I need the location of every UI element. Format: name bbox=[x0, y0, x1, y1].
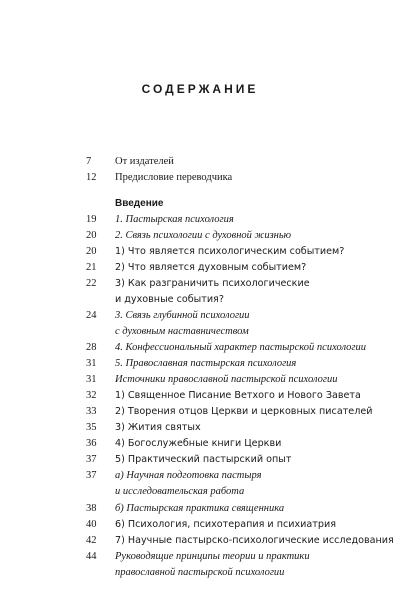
toc-entry-continuation bbox=[0, 566, 400, 582]
toc-entry-continuation bbox=[0, 293, 400, 309]
toc-entry-title: 1. Пастырская психология bbox=[115, 214, 234, 225]
toc-page-number: 36 bbox=[86, 438, 97, 449]
toc-entry-title: От издателей bbox=[115, 156, 174, 167]
toc-entry-title-cont: с духовным наставничеством bbox=[115, 326, 249, 337]
toc-entry-title: 2) Творения отцов Церкви и церковных писателей bbox=[115, 406, 373, 417]
toc-page-number: 7 bbox=[86, 156, 92, 167]
toc-entry-title: Предисловие переводчика bbox=[115, 172, 233, 183]
toc-page-number: 37 bbox=[86, 470, 97, 481]
toc-page-number: 20 bbox=[86, 230, 97, 241]
toc-page-number: 21 bbox=[86, 262, 97, 273]
toc-entry bbox=[0, 213, 400, 229]
toc-entry bbox=[0, 453, 400, 469]
toc-page-number: 31 bbox=[86, 358, 97, 369]
toc-entry-title: 1) Священное Писание Ветхого и Нового Завета bbox=[115, 390, 361, 401]
toc-entry bbox=[0, 171, 400, 187]
toc-entry-title: 2) Что является духовным событием? bbox=[115, 262, 307, 273]
toc-page-number: 12 bbox=[86, 172, 97, 183]
toc-entry-title-cont: и духовные события? bbox=[115, 294, 224, 305]
toc-entry bbox=[0, 518, 400, 534]
toc-entry-title-cont: православной пастырской психологии bbox=[115, 567, 285, 578]
toc-page-number: 44 bbox=[86, 551, 97, 562]
toc-entry bbox=[0, 229, 400, 245]
toc-page-number: 42 bbox=[86, 535, 97, 546]
toc-page-number: 22 bbox=[86, 278, 97, 289]
toc-entry-title: 6) Психология, психотерапия и психиатрия bbox=[115, 519, 336, 530]
toc-entry-title: 3) Жития святых bbox=[115, 422, 201, 433]
toc-page-number: 37 bbox=[86, 454, 97, 465]
toc-page-number: 33 bbox=[86, 406, 97, 417]
toc-entry bbox=[0, 309, 400, 325]
toc-entry-title: 3. Связь глубинной психологии bbox=[115, 310, 250, 321]
toc-entry bbox=[0, 502, 400, 518]
toc-page-number: 19 bbox=[86, 214, 97, 225]
toc-page-number: 28 bbox=[86, 342, 97, 353]
toc-entry bbox=[0, 341, 400, 357]
toc-entry bbox=[0, 534, 400, 550]
toc-entry-title: 5. Православная пастырская психология bbox=[115, 358, 297, 369]
toc-entry-continuation bbox=[0, 325, 400, 341]
toc-entry-title: 2. Связь психологии с духовной жизнью bbox=[115, 230, 292, 241]
toc-page-number: 24 bbox=[86, 310, 97, 321]
toc-page-number: 31 bbox=[86, 374, 97, 385]
toc-page-number: 35 bbox=[86, 422, 97, 433]
toc-entry bbox=[0, 277, 400, 293]
toc-section-heading bbox=[0, 197, 400, 213]
toc-entry-title: 4. Конфессиональный характер пастырской психологии bbox=[115, 342, 367, 353]
toc-entry bbox=[0, 405, 400, 421]
toc-entry-title-cont: и исследовательская работа bbox=[115, 486, 245, 497]
toc-entry-title: Руководящие принципы теории и практики bbox=[115, 551, 310, 562]
toc-page-number: 38 bbox=[86, 503, 97, 514]
toc-entry bbox=[0, 357, 400, 373]
toc-entry-title: 3) Как разграничить психологические bbox=[115, 278, 310, 289]
toc-entry-continuation bbox=[0, 485, 400, 501]
toc-entry bbox=[0, 550, 400, 566]
toc-entry-title: 4) Богослужебные книги Церкви bbox=[115, 438, 282, 449]
toc-entry-title: а) Научная подготовка пастыря bbox=[115, 470, 262, 481]
toc-section-title: Введение bbox=[115, 198, 164, 209]
toc-entry bbox=[0, 437, 400, 453]
toc-entry bbox=[0, 155, 400, 171]
toc-page-number: 20 bbox=[86, 246, 97, 257]
toc-entry bbox=[0, 261, 400, 277]
toc-entry-title: Источники православной пастырской психологии bbox=[115, 374, 338, 385]
toc-entry bbox=[0, 373, 400, 389]
page-title: СОДЕРЖАНИЕ bbox=[141, 82, 259, 96]
toc-entry bbox=[0, 469, 400, 485]
toc-entry-title: 7) Научные пастырско-психологические исследования bbox=[115, 535, 394, 546]
toc-page-number: 40 bbox=[86, 519, 97, 530]
toc-entry bbox=[0, 421, 400, 437]
toc-entry bbox=[0, 245, 400, 261]
toc-entry-title: б) Пастырская практика священника bbox=[115, 503, 285, 514]
toc-entry bbox=[0, 389, 400, 405]
toc-entry-title: 1) Что является психологическим событием? bbox=[115, 246, 345, 257]
toc-page-number: 32 bbox=[86, 390, 97, 401]
toc-entry-title: 5) Практический пастырский опыт bbox=[115, 454, 292, 465]
